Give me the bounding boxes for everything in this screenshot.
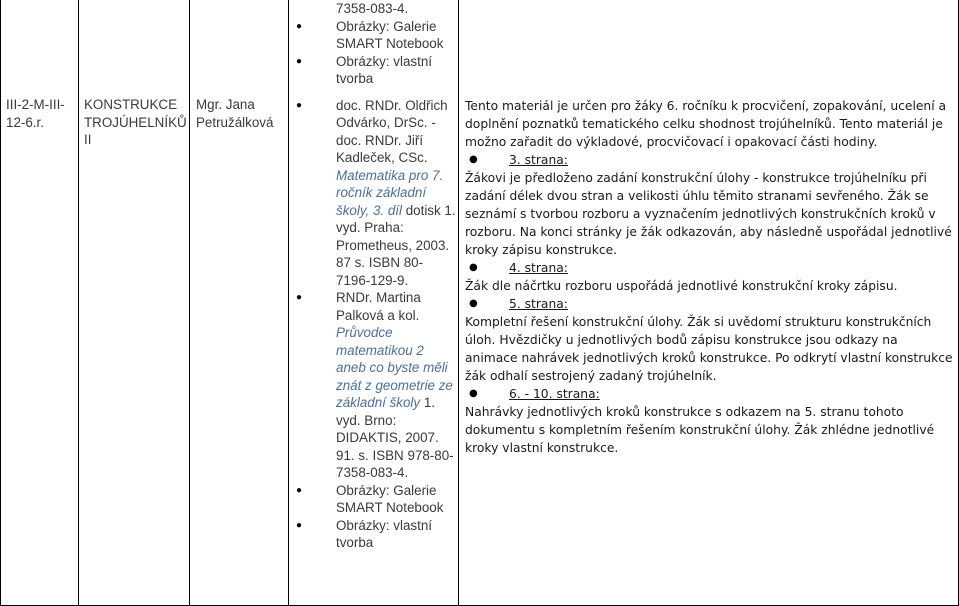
reference-item: ● Obrázky: Galerie SMART Notebook [296,482,444,515]
section-heading [465,259,953,277]
table-border [189,0,190,606]
section-text: Žákovi je předloženo zadání konstrukční úlohy - konstrukce trojúhelníku při zadání délek dvou stran a velikosti úhlu těmito stranami sevřeného. Žák se seznámí s tvorbou rozboru a vyznačením jednotlivých konstrukčních kroků v rozboru. Na konci stránky je žák odkazován, aby následně uspořádal jednotlivé kroky zápisu konstrukce. [465,171,952,257]
table-border [78,0,79,606]
reference-item: ● RNDr. Martina Palková a kol. Průvodce matematikou 2 aneb co byste měli znát z geometrie ze základní školy 1. vyd. Brno: DIDAKTIS, 2007. 91. s. ISBN 978-80-7358-083-4. [296,290,454,480]
bullet-icon: ● [469,388,478,399]
reference-item: ● Obrázky: vlastní tvorba [296,517,432,550]
references-list [289,97,457,552]
section-text: Nahrávky jednotlivých kroků konstrukce s odkazem na 5. stranu tohoto dokumentu s kompletním řešením konstrukční úlohy. Žák zhlédne jednotlivé kroky vlastní konstrukce. [465,405,935,455]
reference-isbn-tail: 7358-083-4. [336,1,409,16]
table-border [458,0,459,606]
section-heading [465,295,953,313]
material-topic: KONSTRUKCE TROJÚHELNÍKŮ II [84,97,187,147]
reference-continued [289,0,457,18]
section-text: Žák dle náčrtku rozboru uspořádá jednotlivé konstrukční kroky zápisu. [465,279,898,293]
page-link-6-10[interactable]: 6. - 10. strana: [509,387,600,401]
page-link-5[interactable]: 5. strana: [509,297,568,311]
reference-item: ● Obrázky: vlastní tvorba [296,53,432,86]
bullet-icon: ● [296,484,303,496]
bullet-icon: ● [296,55,303,67]
description-column [465,97,953,457]
bullet-icon: ● [296,99,303,111]
section-heading [465,385,953,403]
reference-item: ● doc. RNDr. Oldřich Odvárko, DrSc. - doc. RNDr. Jiří Kadleček, CSc. Matematika pro 7. ročník základní školy, 3. díl dotisk 1. vyd. Praha: Prometheus, 2003. 87 s. ISBN 80-7196-129-9. [296,97,456,288]
bullet-icon: ● [469,154,478,165]
page-link-4[interactable]: 4. strana: [509,261,568,275]
description-intro: Tento materiál je určen pro žáky 6. ročníku k procvičení, zopakování, ucelení a doplnění poznatků tematického celku shodnost trojúhelníků. Tento materiál je možno zařadit do výkladové, procvičovací i opakovací části hodiny. [465,99,947,149]
bullet-icon: ● [469,298,478,309]
bullet-icon: ● [296,519,303,531]
references-column [289,0,457,552]
table-border [0,0,1,606]
reference-item: ● Obrázky: Galerie SMART Notebook [296,18,444,51]
section-heading [465,151,953,169]
bullet-icon: ● [296,292,303,303]
bullet-icon: ● [296,20,303,32]
references-list-continued [289,0,457,88]
material-author: Mgr. Jana Petružálková [196,97,274,130]
page-link-3[interactable]: 3. strana: [509,153,568,167]
bullet-icon: ● [469,262,478,273]
material-code: III-2-M-III-12-6.r. [6,97,65,130]
section-text: Kompletní řešení konstrukční úlohy. Žák si uvědomí strukturu konstrukčních úloh. Hvězdičky u jednotlivých bodů zápisu konstrukce jsou odkazy na animace nahrávek jednotlivých kroků konstrukce. Po odkrytí vlastní konstrukce žák odhalí sestrojený zadaný trojúhelník. [465,315,953,383]
